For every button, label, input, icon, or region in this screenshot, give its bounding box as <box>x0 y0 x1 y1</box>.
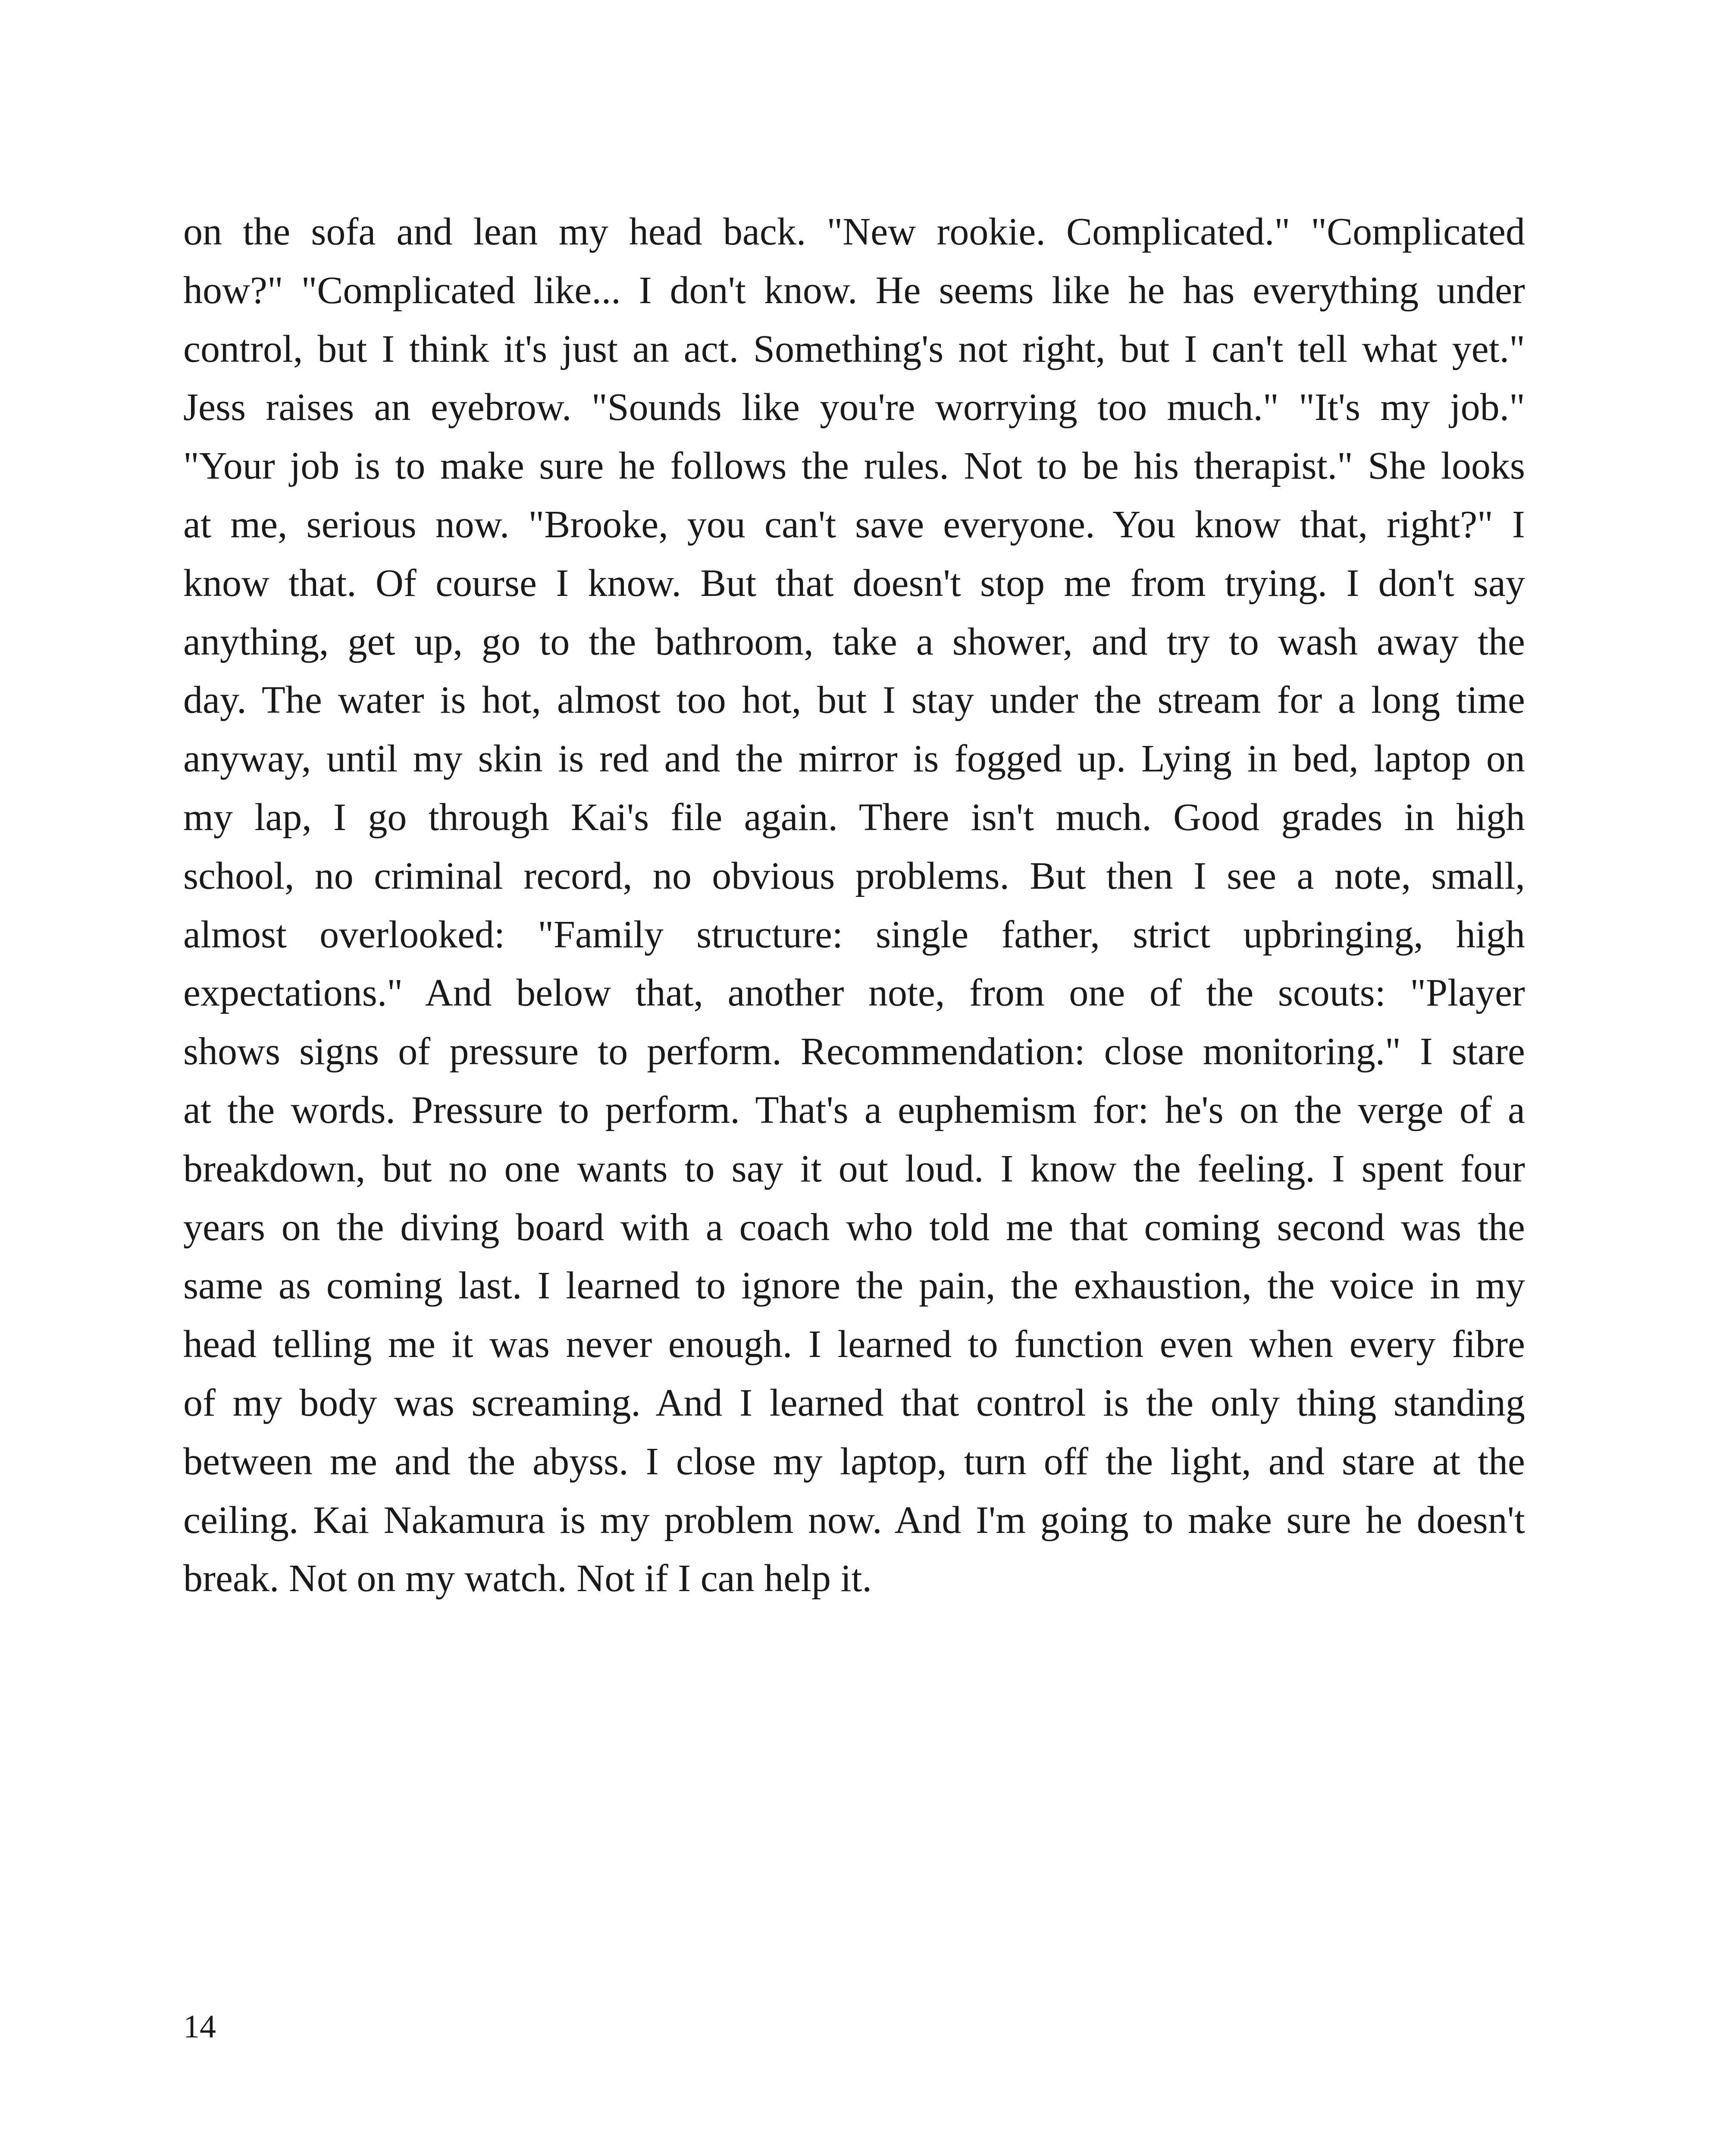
text-line: same as coming last. I learned to ignore the pain, the exhaustion, the voice in my <box>183 1264 1525 1307</box>
text-line: years on the diving board with a coach who told me that coming second was the <box>183 1206 1525 1249</box>
text-line: "Your job is to make sure he follows the rules. Not to be his therapist." She looks <box>183 445 1525 488</box>
text-line: at the words. Pressure to perform. That's a euphemism for: he's on the verge of a <box>183 1088 1525 1131</box>
text-line: my lap, I go through Kai's file again. There isn't much. Good grades in high <box>183 796 1525 839</box>
text-line: know that. Of course I know. But that doesn't stop me from trying. I don't say <box>183 561 1525 605</box>
text-line: ceiling. Kai Nakamura is my problem now. And I'm going to make sure he doesn't <box>183 1498 1525 1542</box>
text-line: at me, serious now. "Brooke, you can't save everyone. You know that, right?" I <box>183 503 1525 546</box>
body-text <box>183 203 1525 1608</box>
text-line: control, but I think it's just an act. Something's not right, but I can't tell what yet." <box>183 327 1525 370</box>
text-line: break. Not on my watch. Not if I can help it. <box>183 1557 872 1600</box>
text-line: Jess raises an eyebrow. "Sounds like you're worrying too much." "It's my job." <box>183 386 1525 429</box>
text-line: day. The water is hot, almost too hot, but I stay under the stream for a long time <box>183 679 1525 722</box>
text-line: how?" "Complicated like... I don't know. He seems like he has everything under <box>183 269 1525 312</box>
text-line: anyway, until my skin is red and the mirror is fogged up. Lying in bed, laptop on <box>183 737 1525 780</box>
text-line: of my body was screaming. And I learned that control is the only thing standing <box>183 1381 1525 1424</box>
text-line: expectations." And below that, another note, from one of the scouts: "Player <box>183 971 1525 1015</box>
text-line: between me and the abyss. I close my laptop, turn off the light, and stare at the <box>183 1440 1525 1483</box>
text-line: on the sofa and lean my head back. "New rookie. Complicated." "Complicated <box>183 210 1525 253</box>
text-line: almost overlooked: "Family structure: single father, strict upbringing, high <box>183 913 1525 956</box>
text-line: shows signs of pressure to perform. Recommendation: close monitoring." I stare <box>183 1030 1525 1073</box>
page-number: 14 <box>183 2009 216 2045</box>
text-line: anything, get up, go to the bathroom, take a shower, and try to wash away the <box>183 620 1525 663</box>
text-line: school, no criminal record, no obvious problems. But then I see a note, small, <box>183 854 1525 897</box>
text-line: breakdown, but no one wants to say it out loud. I know the feeling. I spent four <box>183 1147 1525 1190</box>
text-line: head telling me it was never enough. I learned to function even when every fibre <box>183 1323 1525 1366</box>
